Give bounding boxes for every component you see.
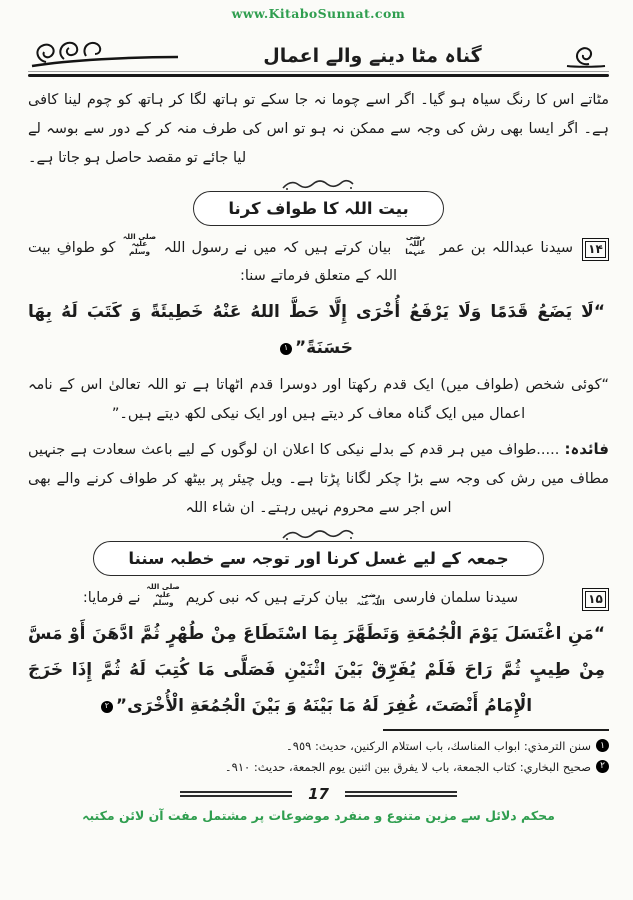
header-rule bbox=[28, 74, 609, 77]
footnote-ref-badge: ٢ bbox=[101, 701, 113, 713]
intro-paragraph: مٹاتے اس کا رنگ سیاہ ہو گیا۔ اگر اسے چوما نہ جا سکے تو ہاتھ لگا کر ہاتھ کو چوم لینا کافی ہے۔ اگر ایسا بھی رش کی وجہ سے ممکن نہ ہو تو اس کی طرف منہ کر کے دور سے بوسہ لے لیا جائے تو مقصد حاصل ہو جاتا ہے۔ bbox=[28, 91, 609, 166]
section-heading-tawaf bbox=[193, 191, 443, 226]
section-heading-label: بیت اللہ کا طواف کرنا bbox=[228, 198, 409, 218]
right-swirl-ornament-icon bbox=[565, 40, 607, 70]
hadith-arabic-jumuah bbox=[28, 616, 605, 724]
faida-label: فائدہ: bbox=[564, 440, 609, 459]
website-link[interactable]: www.KitaboSunnat.com bbox=[231, 6, 406, 21]
narration-text: کو طوافِ بیت اللہ کے متعلق فرماتے سنا: bbox=[28, 239, 398, 285]
footnote-item bbox=[28, 736, 609, 757]
narration-text: سیدنا عبداللہ بن عمر bbox=[439, 239, 573, 256]
arabic-quote-text: “مَنِ اغْتَسَلَ يَوْمَ الْجُمُعَةِ وَتَطَهَّرَ بِمَا اسْتَطَاعَ مِنْ طُهْرٍ ثُمَّ ادَّهَنَ أَوْ مَسَّ مِنْ طِيبٍ ثُمَّ رَاحَ فَلَمْ يُفَرِّقْ بَيْنَ اثْنَيْنِ فَصَلَّى مَا كُتِبَ لَهُ ثُمَّ إِذَا خَرَجَ الْإِمَامُ أَنْصَتَ، غُفِرَ لَهُ مَا بَيْنَهُ وَ بَيْنَ الْجُمُعَةِ الْأُخْرَى” bbox=[28, 624, 605, 717]
footnote-text: سنن الترمذي: ابواب المناسك، باب استلام الركنين، حديث: ٩٥٩۔ bbox=[286, 739, 591, 754]
section-ornament bbox=[28, 178, 609, 191]
honorific-radiallahu: رضی اللہ عنہ bbox=[356, 590, 385, 608]
honorific-radiallahu: رضی اللہ عنہما bbox=[405, 231, 426, 257]
honorific-saw: صلی اللہ علیہ وسلم bbox=[146, 582, 180, 608]
footnote-ref-badge: ١ bbox=[280, 343, 292, 355]
faida-paragraph bbox=[28, 434, 609, 523]
flourish-icon bbox=[279, 528, 359, 541]
hadith-arabic-tawaf bbox=[28, 294, 605, 366]
section-heading-label: جمعہ کے لیے غسل کرنا اور توجہ سے خطبہ سننا bbox=[128, 549, 509, 569]
arabic-quote-text: “لَا يَضَعُ قَدَمًا وَلَا يَرْفَعُ أُخْرَى إِلَّا حَطَّ اللهُ عَنْهُ خَطِيئَةً وَ كَتَبَ لَهُ بِهَا حَسَنَةً” bbox=[28, 302, 605, 359]
narration-text: بیان کرتے ہیں کہ نبی کریم bbox=[185, 590, 349, 607]
entry-15 bbox=[28, 583, 609, 613]
narration-text: نے فرمایا: bbox=[82, 590, 141, 607]
narration-text: بیان کرتے ہیں کہ میں نے رسول اللہ bbox=[163, 239, 392, 256]
double-rule-left bbox=[180, 791, 292, 797]
footnotes-separator bbox=[383, 729, 609, 731]
honorific-saw: صلی اللہ علیہ وسلم bbox=[122, 231, 157, 257]
double-rule-right bbox=[345, 791, 457, 797]
footer-tagline: محکم دلائل سے مزین متنوع و منفرد موضوعات پر مشتمل مفت آن لائن مکتبہ bbox=[82, 807, 555, 823]
entry-number-badge: ۱۴ bbox=[582, 238, 609, 261]
entry-14 bbox=[28, 233, 609, 292]
page-number-row bbox=[28, 785, 609, 803]
section-ornament bbox=[28, 528, 609, 541]
left-scroll-ornament-icon bbox=[30, 30, 180, 70]
footnote-item bbox=[28, 757, 609, 778]
chapter-title: گناہ مٹا دینے والے اعمال bbox=[263, 45, 482, 67]
footnote-marker: ٢ bbox=[596, 760, 609, 773]
page-number: 17 bbox=[308, 784, 329, 803]
narration-text: سیدنا سلمان فارسی bbox=[393, 590, 519, 607]
footnote-marker: ١ bbox=[596, 739, 609, 752]
faida-text: .....طواف میں ہر قدم کے بدلے نیکی کا اعلان ان لوگوں کے لیے باعث سعادت ہے جنہیں مطاف میں رش کی وجہ سے بڑا چکر لگانا پڑتا ہے۔ ویل چیئر پر بیٹھ کر طواف کرنے والے بھی اس اجر سے محروم نہیں رہتے۔ ان شاء اللہ bbox=[28, 442, 609, 517]
section-heading-jumuah bbox=[93, 541, 543, 576]
entry-number-badge: ۱۵ bbox=[582, 588, 609, 611]
flourish-icon bbox=[279, 178, 359, 191]
chapter-header bbox=[28, 30, 609, 72]
footnote-text: صحيح البخاري: كتاب الجمعة، باب لا يفرق بين اثنين يوم الجمعة، حديث: ٩١٠۔ bbox=[224, 759, 591, 774]
hadith-translation-tawaf: “کوئی شخص (طواف میں) ایک قدم رکھتا اور دوسرا قدم اٹھاتا ہے تو اللہ تعالیٰ اس کے نامہ اعمال میں ایک گناہ معاف کر دیتے ہیں اور ایک نیکی لکھ دیتے ہیں۔” bbox=[28, 377, 609, 423]
